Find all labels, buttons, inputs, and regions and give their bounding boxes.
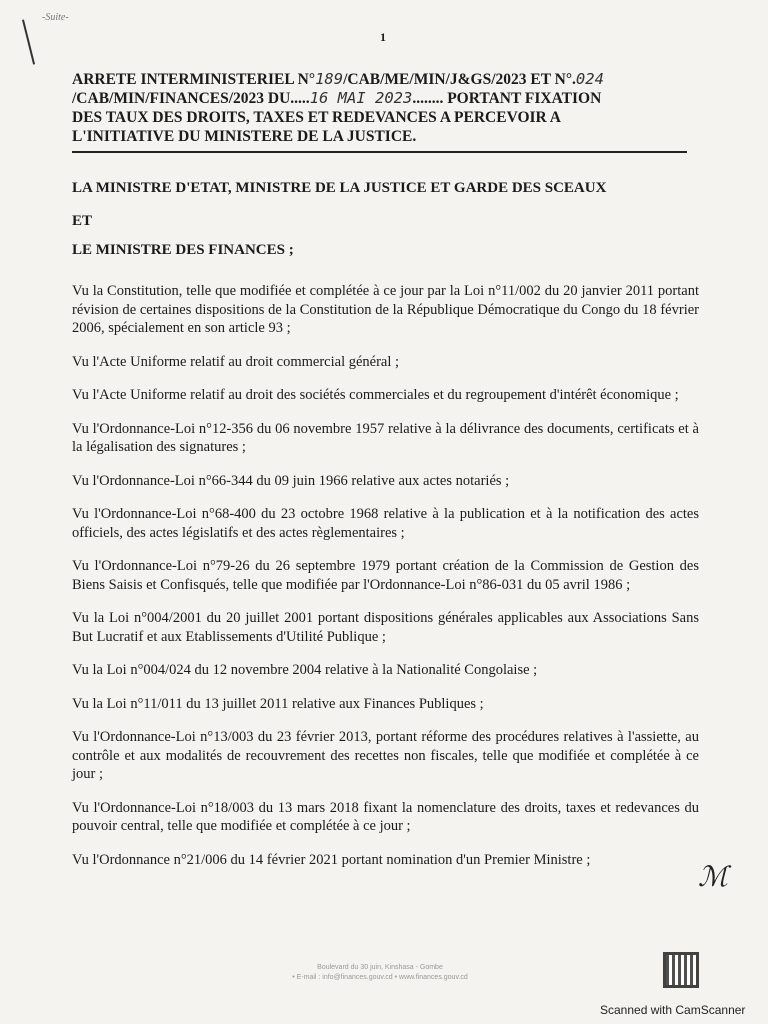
authority-finance: LE MINISTRE DES FINANCES ; <box>72 242 294 258</box>
handwritten-date: 16 MAI 2023 <box>309 89 413 107</box>
margin-pen-mark <box>22 20 35 65</box>
initials-signature: ℳ <box>698 860 728 893</box>
authority-justice: LA MINISTRE D'ETAT, MINISTRE DE LA JUSTICE ET GARDE DES SCEAUX <box>72 180 607 196</box>
title-line-3: DES TAUX DES DROITS, TAXES ET REDEVANCES A PERCEVOIR A <box>72 109 561 126</box>
visa-paragraph: Vu l'Acte Uniforme relatif au droit des sociétés commerciales et du regroupement d'intérêt économique ; <box>72 387 679 403</box>
visa-paragraph: Vu l'Ordonnance-Loi n°12-356 du 06 novembre 1957 relative à la délivrance des documents, certificats et à la légalisation des signatures ; <box>72 420 699 455</box>
visa-paragraph: Vu l'Ordonnance-Loi n°13/003 du 23 février 2013, portant réforme des procédures relatives à l'assiette, au contrôle et aux modalités de recouvrement des recettes non fiscales, telle que modifiée et complétée à ce jour ; <box>72 729 699 782</box>
title-line-2 <box>72 89 692 108</box>
visas-list <box>72 282 699 884</box>
authority-and: ET <box>72 213 93 229</box>
title-text: ARRETE INTERMINISTERIEL N° <box>72 71 316 88</box>
handwritten-number-2: 024 <box>575 70 604 88</box>
letterhead-footer <box>250 963 510 983</box>
visa-paragraph: Vu la Loi n°11/011 du 13 juillet 2011 relative aux Finances Publiques ; <box>72 695 484 712</box>
corner-note: -Suite- <box>42 12 69 23</box>
decree-title <box>72 70 692 146</box>
title-line-1 <box>72 70 692 89</box>
footer-address: Boulevard du 30 juin, Kinshasa - Gombe <box>317 964 443 971</box>
title-text: /CAB/MIN/FINANCES/2023 DU..... <box>72 90 310 107</box>
title-line-4: L'INITIATIVE DU MINISTERE DE LA JUSTICE. <box>72 128 417 145</box>
qr-code-icon <box>663 952 699 988</box>
visa-paragraph: Vu l'Ordonnance n°21/006 du 14 février 2021 portant nomination d'un Premier Ministre ; <box>72 851 591 868</box>
page-number: 1 <box>380 30 386 44</box>
visa-paragraph: Vu la Loi n°004/024 du 12 novembre 2004 relative à la Nationalité Congolaise ; <box>72 662 538 678</box>
title-underline <box>72 151 687 153</box>
visa-paragraph: Vu l'Acte Uniforme relatif au droit commercial général ; <box>72 353 400 370</box>
visa-paragraph: Vu l'Ordonnance-Loi n°79-26 du 26 septembre 1979 portant création de la Commission de Gestion des Biens Saisis et Confisqués, telle que modifiée par l'Ordonnance-Loi n°86-031 du 05 avril 1986 ; <box>72 558 699 593</box>
visa-paragraph: Vu l'Ordonnance-Loi n°68-400 du 23 octobre 1968 relative à la publication et à la notification des actes officiels, des actes législatifs et des actes règlementaires ; <box>72 506 699 541</box>
handwritten-number-1: 189 <box>315 70 344 88</box>
title-text: /CAB/ME/MIN/J&GS/2023 ET N°. <box>343 71 576 88</box>
footer-contact: • E-mail : info@finances.gouv.cd • www.finances.gouv.cd <box>292 974 468 981</box>
visa-paragraph: Vu l'Ordonnance-Loi n°18/003 du 13 mars 2018 fixant la nomenclature des droits, taxes et redevances du pouvoir central, telle que modifiée et complétée à ce jour ; <box>72 799 699 834</box>
scanner-watermark: Scanned with CamScanner <box>600 1003 746 1017</box>
visa-paragraph: Vu l'Ordonnance-Loi n°66-344 du 09 juin 1966 relative aux actes notariés ; <box>72 472 510 489</box>
visa-paragraph: Vu la Constitution, telle que modifiée et complétée à ce jour par la Loi n°11/002 du 20 janvier 2011 portant révision de certaines dispositions de la Constitution de la République Démocratique du Congo du 18 février 2006, spécialement en son article 93 ; <box>72 283 699 336</box>
visa-paragraph: Vu la Loi n°004/2001 du 20 juillet 2001 portant dispositions générales applicables aux Associations Sans But Lucratif et aux Etablissements d'Utilité Publique ; <box>72 610 699 645</box>
title-text: ........ PORTANT FIXATION <box>412 90 602 107</box>
